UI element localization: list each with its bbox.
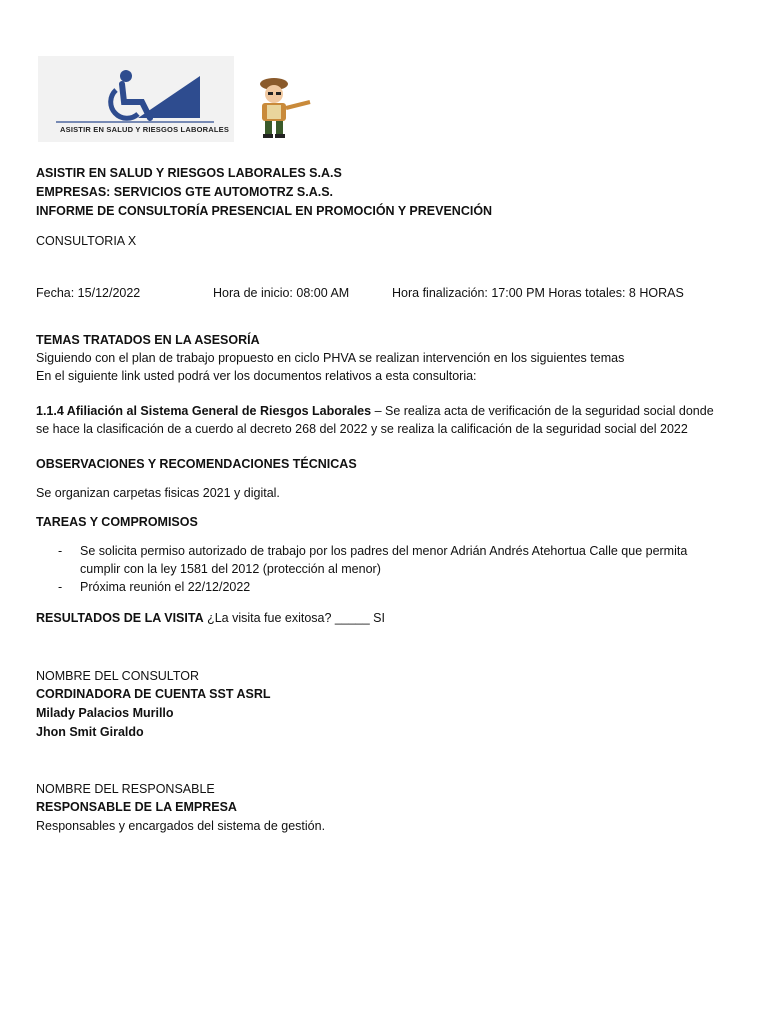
visit-results: [36, 609, 385, 627]
responsible-label: NOMBRE DEL RESPONSABLE: [36, 782, 215, 796]
task-item: - Próxima reunión el 22/12/2022: [36, 578, 716, 596]
date-field: Fecha: 15/12/2022: [36, 286, 141, 300]
report-title: INFORME DE CONSULTORÍA PRESENCIAL EN PROMOCIÓN Y PREVENCIÓN: [36, 204, 493, 218]
client-company: EMPRESAS: SERVICIOS GTE AUTOMOTRZ S.A.S.: [36, 185, 334, 199]
topic-item: [36, 402, 726, 438]
topics-intro: Siguiendo con el plan de trabajo propuesto en ciclo PHVA se realizan intervención en los siguientes temas: [36, 351, 625, 365]
end-time-field: Hora finalización: 17:00 PM Horas totales: 8 HORAS: [392, 286, 684, 300]
tasks-list: [36, 542, 716, 596]
consultant-label: NOMBRE DEL CONSULTOR: [36, 669, 199, 683]
consultoria-type: CONSULTORIA X: [36, 234, 137, 248]
tasks-heading: TAREAS Y COMPROMISOS: [36, 515, 198, 529]
responsible-role: RESPONSABLE DE LA EMPRESA: [36, 800, 237, 814]
cartoon-figure-icon: [248, 74, 316, 140]
topic-item-title: 1.1.4 Afiliación al Sistema General de Riesgos Laborales: [36, 404, 372, 418]
results-label: RESULTADOS DE LA VISITA: [36, 611, 204, 625]
logo-caption: ASISTIR EN SALUD Y RIESGOS LABORALES: [60, 125, 230, 134]
task-item: - Se solicita permiso autorizado de trabajo por los padres del menor Adrián Andrés Atehortua Calle que permita cumplir con la ley 1581 del 2012 (protección al menor): [36, 542, 716, 578]
start-time-field: Hora de inicio: 08:00 AM: [213, 286, 350, 300]
topics-link-text: En el siguiente link usted podrá ver los documentos relativos a esta consultoria:: [36, 369, 477, 383]
topic-item-text: – Se realiza acta de verificación de la seguridad social donde se hace la clasificación de a cuerdo al decreto 268 del 2022 y se realiza la calificación de la seguridad social del 2022: [36, 404, 714, 436]
topics-heading: TEMAS TRATADOS EN LA ASESORÍA: [36, 333, 260, 347]
observations-text: Se organizan carpetas fisicas 2021 y digital.: [36, 486, 280, 500]
results-question: ¿La visita fue exitosa? _____ SI: [203, 611, 385, 625]
company-name: ASISTIR EN SALUD Y RIESGOS LABORALES S.A.S: [36, 166, 342, 180]
observations-heading: OBSERVACIONES Y RECOMENDACIONES TÉCNICAS: [36, 457, 357, 471]
consultant-name: Milady Palacios Murillo: [36, 706, 174, 720]
responsible-text: Responsables y encargados del sistema de gestión.: [36, 819, 326, 833]
consultant-role: CORDINADORA DE CUENTA SST ASRL: [36, 687, 271, 701]
consultant-name: Jhon Smit Giraldo: [36, 725, 144, 739]
